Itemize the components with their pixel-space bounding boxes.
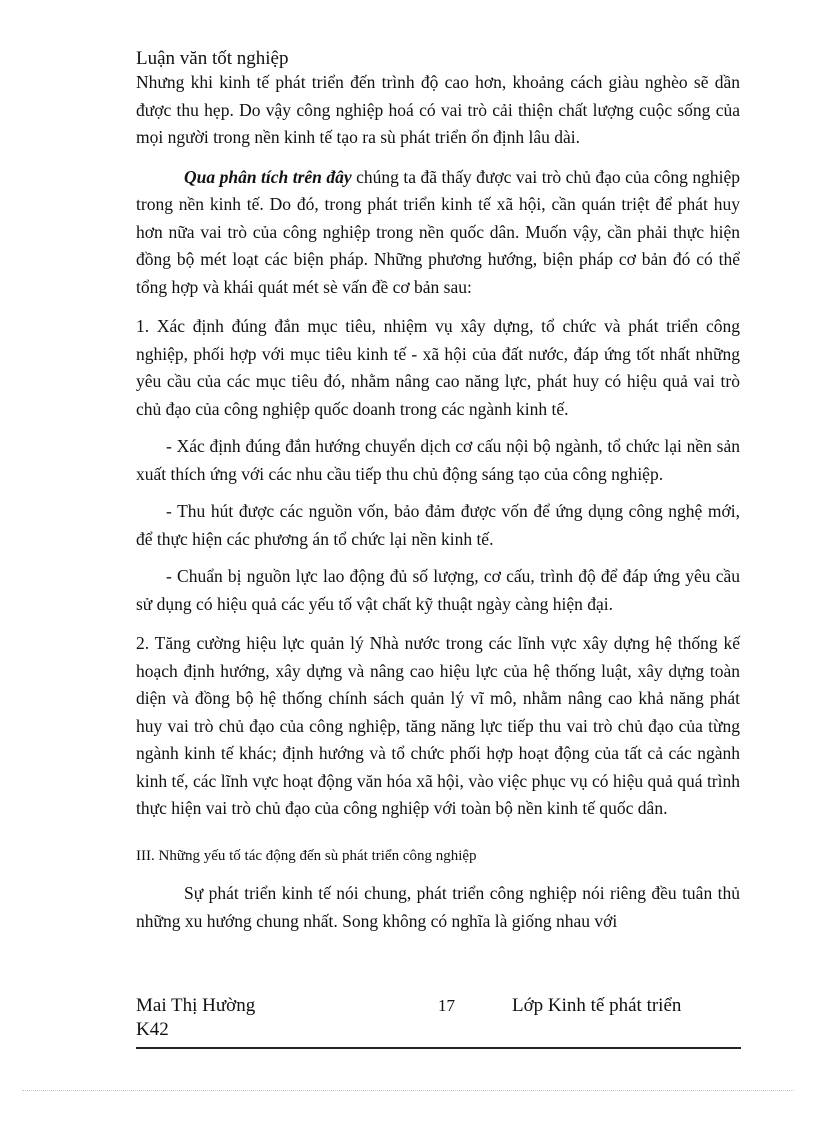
- footer-divider: [136, 1047, 741, 1049]
- numbered-item-1: 1. Xác định đúng đắn mục tiêu, nhiệm vụ xây dựng, tổ chức và phát triển công nghiệp, phối hợp với mục tiêu kinh tế - xã hội của đất nước, đáp ứng tốt nhất những yêu cầu của các mục tiêu đó, nhằm nâng cao năng lực, phát huy có hiệu quả vai trò chủ đạo của công nghiệp quốc doanh trong các ngành kinh tế.: [136, 316, 740, 419]
- bullet-item-labor: - Chuẩn bị nguồn lực lao động đủ số lượng, cơ cấu, trình độ để đáp ứng yêu cầu sử dụng có hiệu quả các yếu tố vật chất kỹ thuật ngày càng hiện đại.: [136, 566, 740, 614]
- footer-author-block: [136, 994, 255, 1042]
- footer-author-cohort: K42: [136, 1019, 169, 1040]
- paragraph-lead-phrase: Qua phân tích trên đây: [184, 166, 352, 187]
- page-edge-divider: [22, 1090, 794, 1091]
- numbered-item-2: 2. Tăng cường hiệu lực quản lý Nhà nước trong các lĩnh vực xây dựng hệ thống kế hoạch định hướng, xây dựng và nâng cao hiệu lực của hệ thống luật, xây dựng toàn diện và đồng bộ hệ thống chính sách quản lý vĩ mô, nhằm nâng cao khả năng phát huy vai trò chủ đạo của công nghiệp, tăng năng lực tiếp thu vai trò chủ đạo của từng ngành kinh tế khác; định hướng và tổ chức phối hợp hoạt động của tất cả các ngành kinh tế, các lĩnh vực hoạt động văn hóa xã hội, vào việc phục vụ có hiệu quả quá trình thực hiện vai trò chủ đạo của công nghiệp với toàn bộ nền kinh tế quốc dân.: [136, 633, 740, 818]
- bullet-item-structure: - Xác định đúng đắn hướng chuyển dịch cơ cấu nội bộ ngành, tổ chức lại nền sản xuất thích ứng với các nhu cầu tiếp thu chủ động sáng tạo của công nghiệp.: [136, 436, 740, 484]
- paragraph-summary-text: chúng ta đã thấy được vai trò chủ đạo của công nghiệp trong nền kinh tế. Do đó, trong phát triển kinh tế xã hội, cần quán triệt để phát huy hơn nữa vai trò của công nghiệp trong nền quốc dân. Muốn vậy, cần phải thực hiện đồng bộ mét loạt các biện pháp. Những phương hướng, biện pháp cơ bản đó có thể tổng hợp và khái quát mét sè vấn đề cơ bản sau:: [136, 166, 740, 297]
- document-body: [136, 69, 740, 935]
- paragraph-summary: [136, 164, 740, 302]
- footer-class: Lớp Kinh tế phát triển: [512, 995, 682, 1016]
- paragraph-intro: Nhưng khi kinh tế phát triển đến trình độ cao hơn, khoảng cách giàu nghèo sẽ dần được thu hẹp. Do vậy công nghiệp hoá có vai trò cải thiện chất lượng cuộc sống của mọi người trong nền kinh tế tạo ra sù phát triển ổn định lâu dài.: [136, 72, 740, 147]
- page-number: 17: [438, 996, 455, 1015]
- running-header: Luận văn tốt nghiệp: [136, 48, 289, 69]
- footer-author: Mai Thị Hường: [136, 995, 256, 1016]
- paragraph-section-intro: Sự phát triển kinh tế nói chung, phát triển công nghiệp nói riêng đều tuân thủ những xu hướng chung nhất. Song không có nghĩa là giống nhau với: [136, 883, 740, 931]
- bullet-item-capital: - Thu hút được các nguồn vốn, bảo đảm được vốn để ứng dụng công nghệ mới, để thực hiện các phương án tổ chức lại nền kinh tế.: [136, 501, 740, 549]
- section-heading: III. Những yếu tố tác động đến sù phát triển công nghiệp: [136, 847, 477, 864]
